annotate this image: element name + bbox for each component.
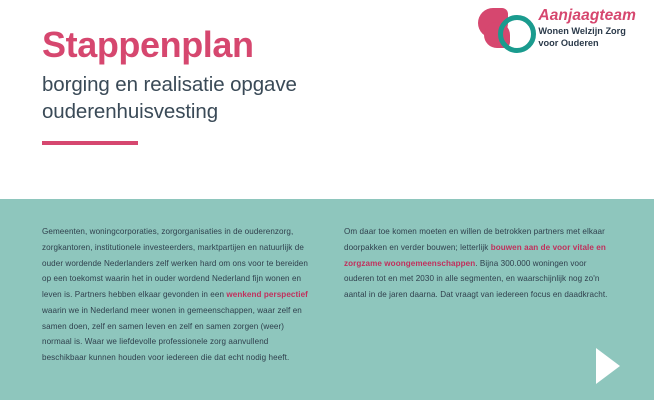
- right-highlight: bouwen aan de voor vitale en zorgzame woongemeenschappen: [344, 242, 606, 268]
- logo-subtitle-line2: voor Ouderen: [538, 38, 599, 49]
- body-band: [0, 199, 654, 400]
- page-subtitle-line1: borging en realisatie opgave: [42, 73, 297, 97]
- page-subtitle-line2: ouderenhuisvesting: [42, 100, 218, 124]
- body-column-right: [344, 224, 614, 366]
- logo-title: Aanjaagteam: [538, 7, 636, 24]
- page-title: Stappenplan: [42, 24, 254, 65]
- body-column-left: [42, 224, 312, 366]
- right-text-part2: . Bijna 300.000 woningen voor ouderen tot en met 2030 in alle segmenten, en waarschijnlijk nog zo'n aantal in de jaren daarna. Dat vraagt van iedereen focus en daadkracht.: [344, 258, 608, 300]
- body-paragraph-right: [344, 224, 614, 303]
- left-text-part2: waarin we in Nederland meer wonen in gemeenschappen, waar zelf en samen doen, zelf en samen leven en zelf en samen zorgen (weer) normaal is. Waar we liefdevolle professionele zorg aanvullend beschikbaar kunnen houden voor iedereen die dat echt nodig heeft.: [42, 305, 302, 363]
- title-block: [42, 26, 462, 145]
- left-text-part1: Gemeenten, woningcorporaties, zorgorganisaties in de ouderenzorg, zorgkantoren, institutionele investeerders, marktpartijen en natuurlijk de ouder wordende Nederlanders zelf werken hard om ons voor te bereiden op een toekomst waarin het in ouder wordend Nederland fijn wonen en leven is. Partners hebben elkaar gevonden in een: [42, 227, 308, 300]
- aanjaagteam-logo-icon: [478, 6, 530, 50]
- page-subtitle: [42, 71, 462, 125]
- title-divider: [42, 141, 138, 145]
- logo-subtitle-line1: Wonen Welzijn Zorg: [538, 26, 626, 37]
- logo-text: [538, 6, 636, 50]
- logo: [478, 6, 636, 50]
- logo-subtitle: [538, 26, 636, 50]
- body-paragraph-left: [42, 224, 312, 366]
- left-highlight: wenkend perspectief: [226, 290, 308, 300]
- next-arrow-icon[interactable]: [596, 348, 620, 384]
- right-text-part1: Om daar toe komen moeten en willen de betrokken partners met elkaar doorpakken en verder bouwen; letterlijk: [344, 227, 605, 252]
- logo-ring: [498, 15, 536, 53]
- body-columns: [42, 224, 614, 366]
